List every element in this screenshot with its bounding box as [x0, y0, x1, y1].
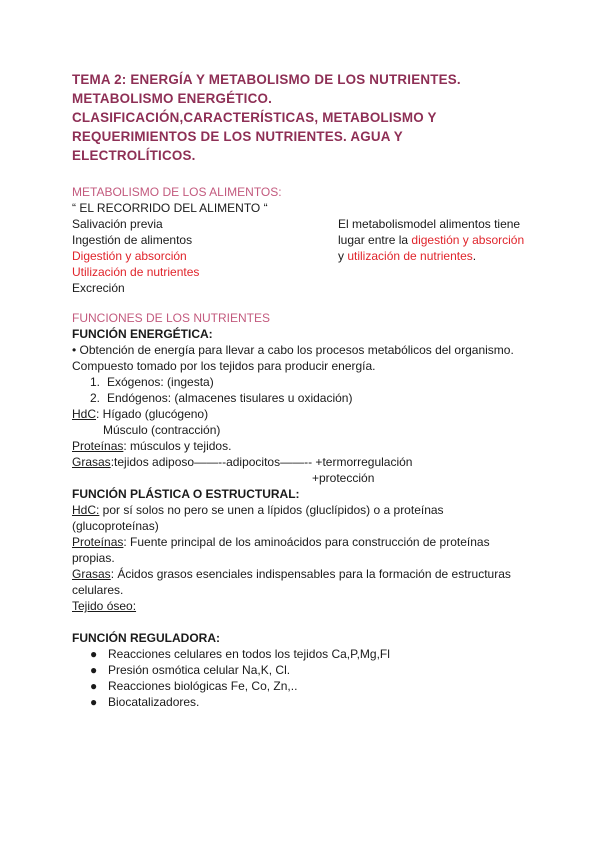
list-number: 1.: [90, 375, 101, 389]
step-item: Ingestión de alimentos: [72, 233, 193, 247]
title-line: TEMA 2: ENERGÍA Y METABOLISMO DE LOS NUTRIENTES.: [72, 72, 461, 87]
note-text: lugar entre la: [338, 233, 412, 247]
grasas-line: [72, 454, 542, 470]
list-text: Presión osmótica celular Na,K, Cl.: [108, 663, 291, 677]
hdc-label: HdC:: [72, 503, 100, 517]
list-item: [90, 390, 542, 406]
plastica-grasas-line-2: celulares.: [72, 583, 124, 597]
bullet-icon: ●: [90, 679, 98, 693]
hdc-text: por sí solos no pero se unen a lípidos (gluclípidos) o a proteínas: [99, 503, 444, 517]
grasas-line-2: +protección: [312, 471, 375, 485]
hdc-line-2: Músculo (contracción): [103, 423, 221, 437]
bullet-icon: ●: [90, 647, 98, 661]
note-line: [338, 232, 538, 248]
recorrido-steps: [72, 216, 338, 296]
list-text: Reacciones celulares en todos los tejidos Ca,P,Mg,Fl: [108, 647, 390, 661]
recorrido-quote: “ EL RECORRIDO DEL ALIMENTO “: [72, 201, 268, 215]
proteinas-text: : Fuente principal de los aminoácidos para construcción de proteínas: [123, 535, 490, 549]
reguladora-heading: FUNCIÓN REGULADORA:: [72, 631, 220, 645]
hdc-text: : Hígado (glucógeno): [96, 407, 209, 421]
document-page: [72, 70, 542, 710]
note-text: .: [472, 249, 477, 263]
proteinas-label: Proteínas: [72, 535, 124, 549]
energetica-heading: FUNCIÓN ENERGÉTICA:: [72, 327, 213, 341]
energetica-line: Compuesto tomado por los tejidos para producir energía.: [72, 359, 376, 373]
plastica-proteinas-line: [72, 534, 542, 550]
step-item: Utilización de nutrientes: [72, 265, 200, 279]
energetica-list: [72, 374, 542, 406]
hdc-label: HdC: [72, 407, 97, 421]
metabolismo-note: [338, 216, 538, 296]
grasas-text: : Ácidos grasos esenciales indispensables para la formación de estructuras: [110, 567, 511, 581]
list-item: [90, 646, 542, 662]
metabolismo-heading: METABOLISMO DE LOS ALIMENTOS:: [72, 185, 282, 199]
metabolismo-columns: [72, 216, 542, 296]
document-title: [72, 70, 542, 165]
reguladora-list: [72, 646, 542, 710]
note-line: [338, 248, 538, 264]
step-item: Salivación previa: [72, 217, 163, 231]
bullet-icon: ●: [90, 663, 98, 677]
plastica-proteinas-line-2: propias.: [72, 551, 115, 565]
plastica-grasas-line: [72, 566, 542, 582]
list-item: [90, 374, 542, 390]
title-line: METABOLISMO ENERGÉTICO.: [72, 91, 273, 106]
step-item: Excreción: [72, 281, 125, 295]
plastica-hdc-line: [72, 502, 542, 518]
title-line: ELECTROLÍTICOS.: [72, 148, 196, 163]
grasas-text: :tejidos adiposo——--adipocitos——-- +termorregulación: [110, 455, 413, 469]
list-text: Exógenos: (ingesta): [107, 375, 214, 389]
funciones-heading: FUNCIONES DE LOS NUTRIENTES: [72, 311, 271, 325]
energetica-bullet: • Obtención de energía para llevar a cabo los procesos metabólicos del organismo.: [72, 343, 514, 357]
list-item: [90, 694, 542, 710]
plastica-heading: FUNCIÓN PLÁSTICA O ESTRUCTURAL:: [72, 487, 300, 501]
hdc-line: [72, 406, 542, 422]
note-line: El metabolismodel alimentos tiene: [338, 217, 521, 231]
grasas-label: Grasas: [72, 567, 111, 581]
list-text: Reacciones biológicas Fe, Co, Zn,..: [108, 679, 298, 693]
list-text: Biocatalizadores.: [108, 695, 200, 709]
list-text: Endógenos: (almacenes tisulares u oxidación): [107, 391, 353, 405]
title-line: REQUERIMIENTOS DE LOS NUTRIENTES. AGUA Y: [72, 129, 403, 144]
note-text: y: [338, 249, 348, 263]
note-highlight: utilización de nutrientes: [347, 249, 473, 263]
note-highlight: digestión y absorción: [411, 233, 525, 247]
bullet-icon: ●: [90, 695, 98, 709]
list-number: 2.: [90, 391, 101, 405]
grasas-label: Grasas: [72, 455, 111, 469]
plastica-hdc-line-2: (glucoproteínas): [72, 519, 159, 533]
list-item: [90, 678, 542, 694]
list-item: [90, 662, 542, 678]
proteinas-text: : músculos y tejidos.: [123, 439, 232, 453]
tejido-oseo: Tejido óseo:: [72, 599, 137, 613]
title-line: CLASIFICACIÓN,CARACTERÍSTICAS, METABOLISMO Y: [72, 110, 437, 125]
proteinas-line: [72, 438, 542, 454]
proteinas-label: Proteínas: [72, 439, 124, 453]
step-item: Digestión y absorción: [72, 249, 187, 263]
